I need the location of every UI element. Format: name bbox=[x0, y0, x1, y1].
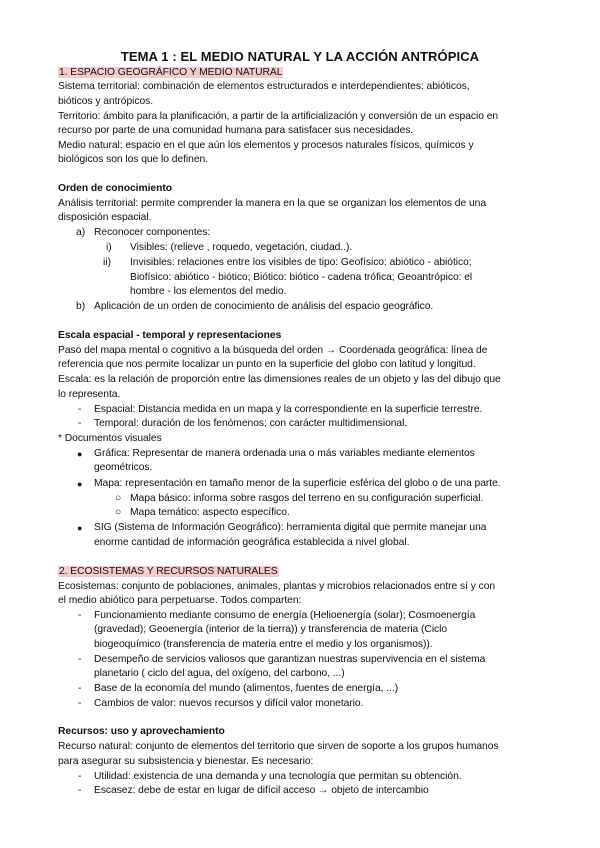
bullet-item-line: enorme cantidad de información geográfica establecida a nivel global. bbox=[94, 537, 410, 548]
paragraph-line: lo representa. bbox=[58, 389, 121, 400]
dash-marker: - bbox=[78, 771, 82, 782]
bullet-item-line: Mapa: representación en tamaño menor de la superficie esférica del globo o de una parte. bbox=[94, 478, 501, 489]
dash-marker: - bbox=[78, 418, 82, 429]
dash-marker: - bbox=[78, 698, 82, 709]
dash-item-line: (gravedad); Geoenergía (interior de la tierra)) y transferencia de materia (Ciclo bbox=[94, 624, 448, 635]
list-marker-b: b) bbox=[76, 301, 86, 312]
dash-item: Utilidad: existencia de una demanda y una tecnología que permitan su obtención. bbox=[94, 771, 462, 782]
paragraph-line: bióticos y antrópicos. bbox=[58, 96, 154, 107]
paragraph-line: para asegurar su subsistencia y bienestar. Es necesario: bbox=[58, 756, 314, 767]
bullet-marker: ● bbox=[77, 449, 83, 459]
list-item-ii-line: Biofísico: abiótico - biótico; Biótico: biótico - cadena trófica; Geoantrópico: el bbox=[130, 272, 473, 283]
paragraph-line: biológicos son los que lo definen. bbox=[58, 154, 208, 165]
dash-marker: - bbox=[78, 785, 82, 796]
paragraph-line: Recurso natural: conjunto de elementos del territorio que sirven de soporte a los grupos humanos bbox=[58, 741, 499, 752]
circle-marker: ○ bbox=[115, 493, 122, 504]
paragraph-line: Sistema territorial: combinación de elementos estructurados e interdependientes: abióticos, bbox=[58, 81, 470, 92]
sub-bullet-item: Mapa básico: informa sobre rasgos del terreno en su configuración superficial. bbox=[130, 493, 484, 504]
paragraph-line: disposición espacial. bbox=[58, 212, 152, 223]
bullet-marker: ● bbox=[77, 523, 83, 533]
dash-item-line: biogeoquímico (transferencia de materia entre el medio y los organismos)). bbox=[94, 639, 433, 650]
paragraph-line: Paso del mapa mental o cognitivo a la búsqueda del orden → Coordenada geográfica: línea de bbox=[58, 345, 488, 356]
section-2-heading: 2. ECOSISTEMAS Y RECURSOS NATURALES bbox=[59, 566, 278, 577]
bullet-item-line: geométricos. bbox=[94, 462, 153, 473]
dash-marker: - bbox=[78, 654, 82, 665]
page-title: TEMA 1 : EL MEDIO NATURAL Y LA ACCIÓN ANTRÓPICA bbox=[120, 49, 480, 64]
dash-item: Cambios de valor: nuevos recursos y difícil valor monetario. bbox=[94, 698, 364, 709]
dash-item: Espacial: Distancia medida en un mapa y la correspondiente en la superficie terrestre. bbox=[94, 404, 483, 415]
paragraph-line: Escala: es la relación de proporción entre las dimensiones reales de un objeto y las del dibujo que bbox=[58, 374, 501, 385]
dash-item: Escasez: debe de estar en lugar de difícil acceso → objeto de intercambio bbox=[94, 785, 429, 796]
list-item-ii-line: hombre - los elementos del medio. bbox=[130, 286, 287, 297]
bullet-item-line: Gráfica: Representar de manera ordenada una o más variables mediante elementos bbox=[94, 448, 475, 459]
recursos-heading: Recursos: uso y aprovechamiento bbox=[58, 726, 225, 737]
list-item-i: Visibles: (relieve , roquedo, vegetación, ciudad..). bbox=[130, 242, 353, 253]
paragraph-line: Medio natural: espacio en el que aún los elementos y procesos naturales físicos, químicos y bbox=[58, 140, 474, 151]
dash-marker: - bbox=[78, 683, 82, 694]
sub-bullet-item: Mapa temático: aspecto específico. bbox=[130, 507, 290, 518]
dash-item-line: planetario ( ciclo del agua, del oxígeno, del carbono, ...) bbox=[94, 668, 345, 679]
paragraph-line: Análisis territorial: permite comprender la manera en la que se organizan los elementos de una bbox=[58, 198, 487, 209]
dash-item-line: Desempeño de servicios valiosos que garantizan nuestras supervivencia en el sistema bbox=[94, 654, 486, 665]
paragraph-line: el medio abiótico para perpetuarse. Todos comparten: bbox=[58, 595, 302, 606]
documentos-visuales-label: * Documentos visuales bbox=[58, 433, 162, 444]
paragraph-line: Ecosistemas: conjunto de poblaciones, animales, plantas y microbios relacionados entre sí y con bbox=[58, 581, 496, 592]
paragraph-line: recurso por parte de una comunidad humana para satisfacer sus necesidades. bbox=[58, 125, 414, 136]
dash-item: Base de la economía del mundo (alimentos, fuentes de energía, ...) bbox=[94, 683, 399, 694]
list-item-a: Reconocer componentes: bbox=[94, 227, 211, 238]
bullet-marker: ● bbox=[77, 479, 83, 489]
bullet-item-line: SIG (Sistema de Información Geográfico): herramienta digital que permite manejar una bbox=[94, 522, 487, 533]
list-item-ii-line: Invisibles: relaciones entre los visibles de tipo: Geofísico: abiótico - abiótico; bbox=[130, 257, 472, 268]
escala-heading: Escala espacial - temporal y representaciones bbox=[58, 330, 282, 341]
paragraph-line: referencia que nos permite localizar un punto en la superficie del globo con latitud y longitud. bbox=[58, 359, 476, 370]
list-marker-i: i) bbox=[106, 242, 112, 253]
list-marker-a: a) bbox=[76, 227, 86, 238]
list-marker-ii: ii) bbox=[103, 257, 112, 268]
orden-heading: Orden de conocimiento bbox=[58, 183, 172, 194]
circle-marker: ○ bbox=[115, 507, 122, 518]
dash-item: Temporal: duración de los fenómenos; con carácter multidimensional. bbox=[94, 418, 408, 429]
section-1-heading: 1. ESPACIO GEOGRÁFICO Y MEDIO NATURAL bbox=[59, 67, 283, 78]
dash-item-line: Funcionamiento mediante consumo de energía (Helioenergía (solar); Cosmoenergía bbox=[94, 610, 476, 621]
dash-marker: - bbox=[78, 404, 82, 415]
list-item-b: Aplicación de un orden de conocimiento de análisis del espacio geográfico. bbox=[94, 301, 434, 312]
dash-marker: - bbox=[78, 610, 82, 621]
paragraph-line: Territorio: ámbito para la planificación, a partir de la artificialización y conversión de un espacio en bbox=[58, 111, 499, 122]
